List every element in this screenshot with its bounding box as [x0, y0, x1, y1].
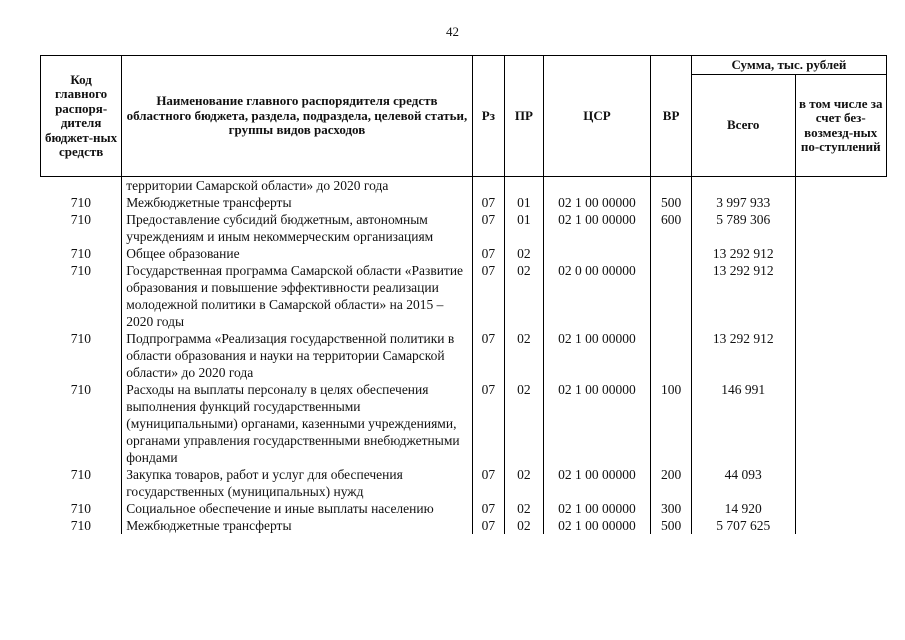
row-code: 710: [41, 194, 122, 211]
row-csr: 02 1 00 00000: [543, 330, 651, 381]
row-gratuitous: [795, 194, 887, 211]
table-header: [41, 56, 887, 177]
row-code: 710: [41, 381, 122, 466]
row-total: 13 292 912: [691, 262, 795, 330]
row-rz: 07: [472, 381, 504, 466]
row-vr: [651, 262, 692, 330]
row-name: Подпрограмма «Реализация государственной политики в области образования и науки на территории Самарской области» до 2020 года: [122, 330, 472, 381]
row-code: 710: [41, 262, 122, 330]
row-gratuitous: [795, 211, 887, 245]
row-vr: [651, 330, 692, 381]
row-rz: [472, 177, 504, 195]
row-gratuitous: [795, 245, 887, 262]
budget-table: [40, 55, 887, 534]
row-rz: 07: [472, 500, 504, 517]
table-row: [41, 500, 887, 517]
row-code: 710: [41, 211, 122, 245]
table-row: [41, 381, 887, 466]
row-pr: 02: [505, 381, 544, 466]
table-row: [41, 194, 887, 211]
row-vr: [651, 245, 692, 262]
row-gratuitous: [795, 466, 887, 500]
row-csr: 02 1 00 00000: [543, 466, 651, 500]
row-code: 710: [41, 245, 122, 262]
row-pr: 02: [505, 262, 544, 330]
row-gratuitous: [795, 381, 887, 466]
row-total: 3 997 933: [691, 194, 795, 211]
row-total: 44 093: [691, 466, 795, 500]
row-csr: 02 1 00 00000: [543, 500, 651, 517]
header-sum: Сумма, тыс. рублей: [691, 56, 886, 75]
header-vr: ВР: [651, 56, 692, 177]
row-csr: 02 0 00 00000: [543, 262, 651, 330]
row-name: Межбюджетные трансферты: [122, 517, 472, 534]
header-total: Всего: [691, 75, 795, 177]
row-pr: 02: [505, 517, 544, 534]
row-name: Предоставление субсидий бюджетным, автономным учреждениям и иным некоммерческим организациям: [122, 211, 472, 245]
table-body: [41, 177, 887, 535]
row-gratuitous: [795, 330, 887, 381]
row-code: 710: [41, 330, 122, 381]
table-row: [41, 211, 887, 245]
row-total: 13 292 912: [691, 245, 795, 262]
header-csr: ЦСР: [543, 56, 651, 177]
row-gratuitous: [795, 517, 887, 534]
row-pr: 02: [505, 466, 544, 500]
row-gratuitous: [795, 262, 887, 330]
table-row: [41, 330, 887, 381]
header-name: Наименование главного распорядителя средств областного бюджета, раздела, подраздела, целевой статьи, группы видов расходов: [122, 56, 472, 177]
row-vr: 300: [651, 500, 692, 517]
row-gratuitous: [795, 177, 887, 195]
row-rz: 07: [472, 194, 504, 211]
table-row: [41, 262, 887, 330]
row-name: Государственная программа Самарской области «Развитие образования и повышение эффективности реализации молодежной политики в Самарской области» на 2015 – 2020 годы: [122, 262, 472, 330]
row-name: Межбюджетные трансферты: [122, 194, 472, 211]
table-row: [41, 177, 887, 195]
row-rz: 07: [472, 211, 504, 245]
row-vr: [651, 177, 692, 195]
row-code: 710: [41, 517, 122, 534]
row-csr: [543, 245, 651, 262]
row-vr: 500: [651, 194, 692, 211]
row-total: 5 707 625: [691, 517, 795, 534]
row-vr: 500: [651, 517, 692, 534]
table-row: [41, 466, 887, 500]
row-name: территории Самарской области» до 2020 года: [122, 177, 472, 195]
row-total: 146 991: [691, 381, 795, 466]
row-vr: 100: [651, 381, 692, 466]
table-row: [41, 517, 887, 534]
row-gratuitous: [795, 500, 887, 517]
row-vr: 600: [651, 211, 692, 245]
row-name: Общее образование: [122, 245, 472, 262]
row-rz: 07: [472, 517, 504, 534]
row-name: Социальное обеспечение и иные выплаты населению: [122, 500, 472, 517]
row-csr: 02 1 00 00000: [543, 381, 651, 466]
row-total: 14 920: [691, 500, 795, 517]
row-rz: 07: [472, 330, 504, 381]
header-code: Код главного распоря-дителя бюджет-ных средств: [41, 56, 122, 177]
row-rz: 07: [472, 466, 504, 500]
row-total: [691, 177, 795, 195]
row-rz: 07: [472, 262, 504, 330]
header-pr: ПР: [505, 56, 544, 177]
row-rz: 07: [472, 245, 504, 262]
row-pr: [505, 177, 544, 195]
row-total: 13 292 912: [691, 330, 795, 381]
row-csr: 02 1 00 00000: [543, 211, 651, 245]
row-total: 5 789 306: [691, 211, 795, 245]
header-rz: Рз: [472, 56, 504, 177]
row-name: Закупка товаров, работ и услуг для обеспечения государственных (муниципальных) нужд: [122, 466, 472, 500]
row-csr: 02 1 00 00000: [543, 517, 651, 534]
row-pr: 02: [505, 500, 544, 517]
row-vr: 200: [651, 466, 692, 500]
row-csr: [543, 177, 651, 195]
table-row: [41, 245, 887, 262]
row-pr: 01: [505, 211, 544, 245]
page-number: 42: [446, 24, 459, 39]
row-pr: 02: [505, 330, 544, 381]
row-code: [41, 177, 122, 195]
row-pr: 02: [505, 245, 544, 262]
row-name: Расходы на выплаты персоналу в целях обеспечения выполнения функций государственными (муниципальными) органами, казенными учреждениями, органами управления государственными внебюджетными фондами: [122, 381, 472, 466]
row-code: 710: [41, 466, 122, 500]
row-code: 710: [41, 500, 122, 517]
header-gratuitous: в том числе за счет без-возмезд-ных по-ступлений: [795, 75, 887, 177]
row-csr: 02 1 00 00000: [543, 194, 651, 211]
row-pr: 01: [505, 194, 544, 211]
